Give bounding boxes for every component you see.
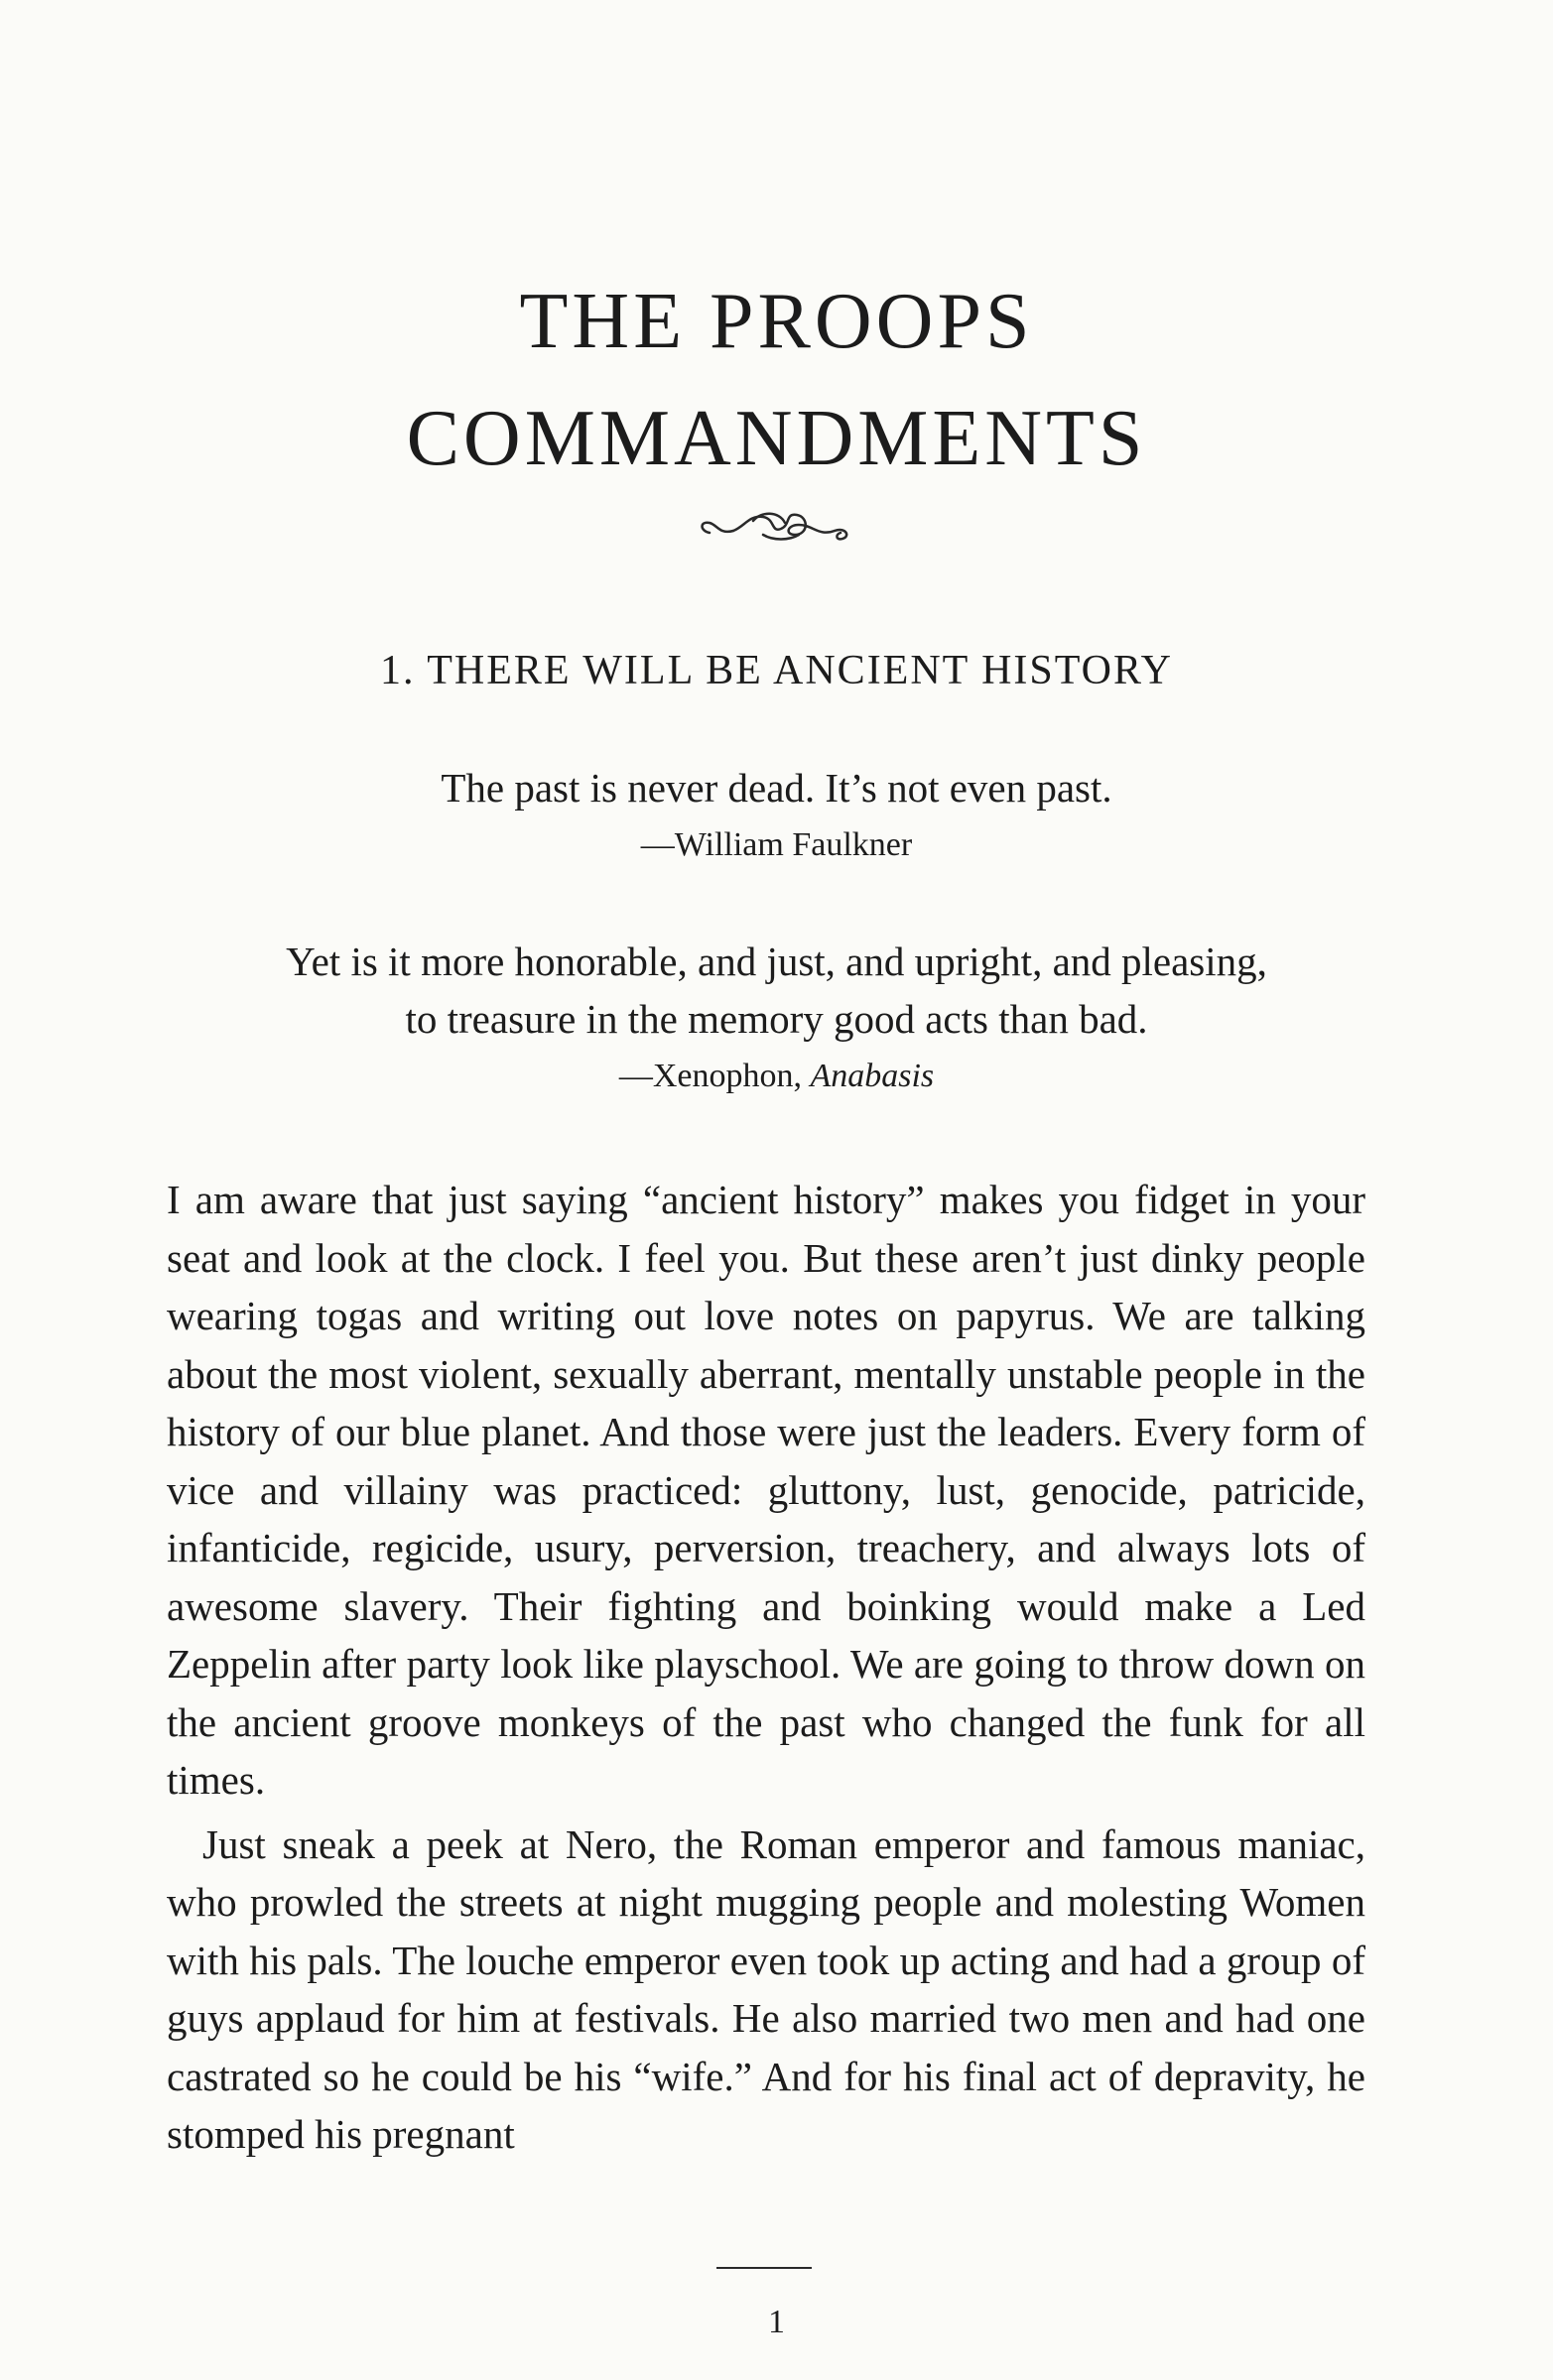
body-text (167, 1171, 1365, 2164)
epigraph-quote-line: Yet is it more honorable, and just, and upright, and pleasing, (286, 939, 1267, 984)
body-paragraph: I am aware that just saying “ancient history” makes you fidget in your seat and look at the clock. I feel you. But these aren’t just dinky people wearing togas and writing out love notes on papyrus. We are talking about the most violent, sexually aberrant, mentally unstable people in the history of our blue planet. And those were just the leaders. Every form of vice and villainy was practiced: gluttony, lust, genocide, patricide, infanticide, regicide, usury, perversion, treachery, and always lots of awesome slavery. Their fighting and boinking would make a Led Zeppelin after party look like playschool. We are going to throw down on the ancient groove monkeys of the past who changed the funk for all times. (167, 1177, 1365, 1803)
section-heading: 1. THERE WILL BE ANCIENT HISTORY (380, 648, 1173, 693)
folio-rule (716, 2267, 812, 2269)
chapter-title (0, 263, 1553, 497)
attribution-author: —Xenophon, (618, 1058, 811, 1094)
epigraph-faulkner (0, 759, 1553, 874)
epigraph-xenophon (0, 933, 1553, 1105)
epigraph-quote-line: to treasure in the memory good acts than bad. (405, 996, 1148, 1042)
attribution-work-title: Anabasis (810, 1058, 935, 1094)
chapter-title-line1: THE PROOPS (519, 278, 1034, 365)
epigraph-attribution (0, 1048, 1553, 1105)
chapter-title-line2: COMMANDMENTS (406, 395, 1147, 482)
body-paragraph: Just sneak a peek at Nero, the Roman emperor and famous maniac, who prowled the streets at night mugging people and molesting Women with his pals. The louche emperor even took up acting and had a group of guys applaud for him at festivals. He also married two men and had one castrated so he could be his “wife.” And for his final act of depravity, he stomped his pregnant (167, 1820, 1365, 2157)
epigraph-quote-line: The past is never dead. It’s not even past. (441, 765, 1112, 811)
page-number: 1 (768, 2304, 785, 2340)
epigraph-attribution: —William Faulkner (640, 826, 913, 863)
flourish-ornament-icon (690, 501, 868, 551)
